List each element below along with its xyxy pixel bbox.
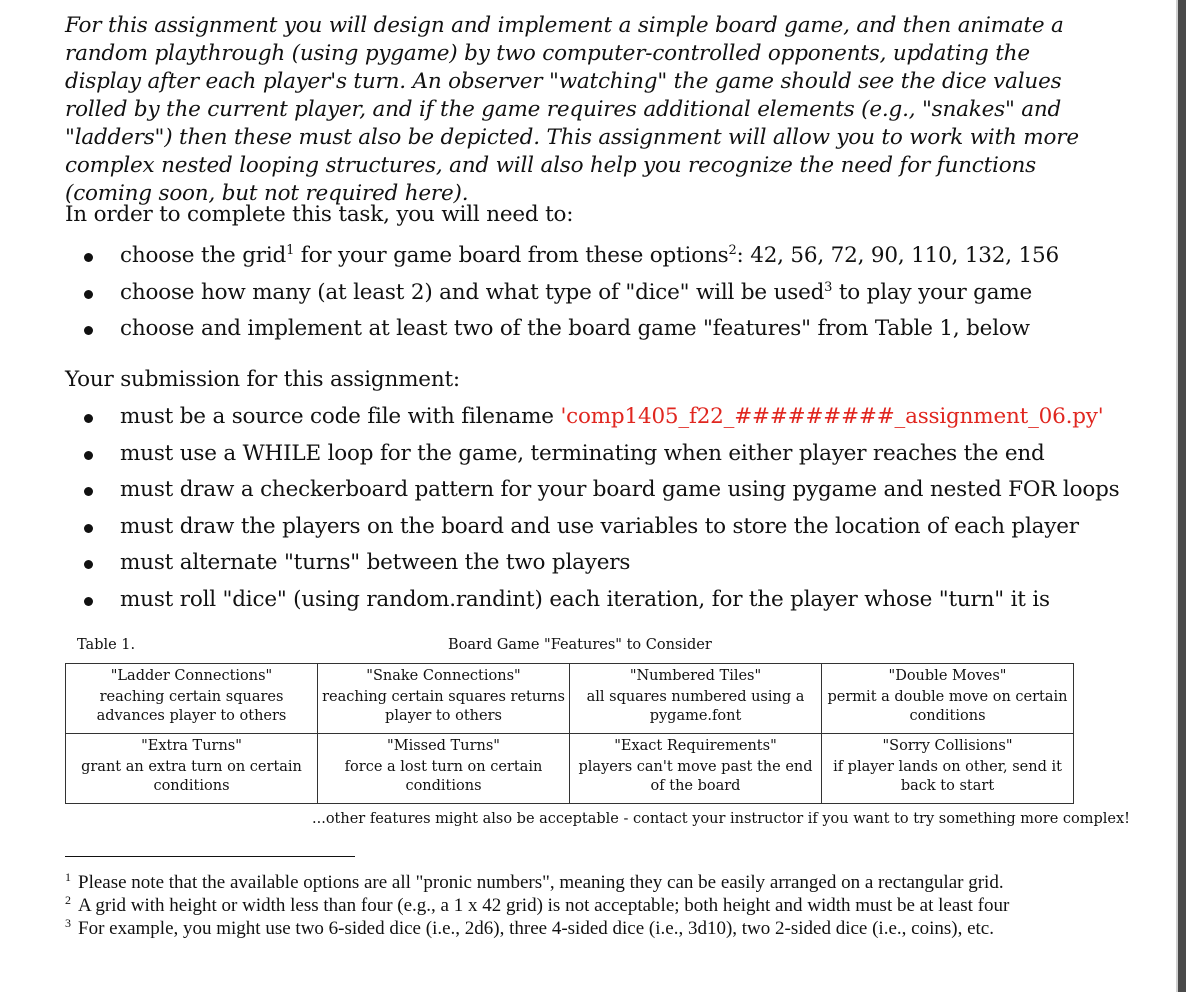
table-cell: "Extra Turns" grant an extra turn on certain conditions [66, 734, 318, 804]
list-item: choose and implement at least two of the board game "features" from Table 1, below [80, 311, 1059, 348]
bullet-icon [84, 487, 93, 496]
list-item: must be a source code file with filename 'comp1405_f22_#########_assignment_06.py' [80, 399, 1120, 436]
list-item: must draw a checkerboard pattern for your board game using pygame and nested FOR loops [80, 472, 1120, 509]
intro-paragraph: For this assignment you will design and implement a simple board game, and then animate a random playthrough (using pygame) by two computer-controlled opponents, updating the display after each player's turn. An observer "watching" the game should see the dice values rolled by the current player, and if the game requires additional elements (e.g., "snakes" and "ladders") then these must also be depicted. This assignment will allow you to work with more complex nested looping structures, and will also help you recognize the need for functions (coming soon, but not required here). [65, 13, 1079, 206]
table-row [66, 734, 1074, 804]
bullet-icon [84, 524, 93, 533]
bullet-icon [84, 597, 93, 606]
table-label: Table 1. [77, 637, 136, 653]
scrollbar-track[interactable] [1178, 0, 1186, 992]
features-table [65, 663, 1074, 804]
bullet-icon [84, 253, 93, 262]
table-cell: "Sorry Collisions" if player lands on other, send it back to start [822, 734, 1074, 804]
task-heading: In order to complete this task, you will need to: [65, 202, 574, 227]
bullet-icon [84, 326, 93, 335]
table-cell: "Numbered Tiles" all squares numbered using a pygame.font [570, 664, 822, 734]
footnote-2: 2 A grid with height or width less than four (e.g., a 1 x 42 grid) is not acceptable; both height and width must be at least four [65, 893, 1010, 916]
table-row [66, 664, 1074, 734]
bullet-icon [84, 451, 93, 460]
list-item: must use a WHILE loop for the game, terminating when either player reaches the end [80, 436, 1120, 473]
list-item: must draw the players on the board and use variables to store the location of each player [80, 509, 1120, 546]
list-item: must roll "dice" (using random.randint) each iteration, for the player whose "turn" it is [80, 582, 1120, 619]
footnote-ref-3: 3 [824, 279, 833, 295]
table-cell: "Exact Requirements" players can't move past the end of the board [570, 734, 822, 804]
bullet-icon [84, 414, 93, 423]
footnote-3: 3 For example, you might use two 6-sided dice (i.e., 2d6), three 4-sided dice (i.e., 3d10), two 2-sided dice (i.e., coins), etc. [65, 916, 994, 939]
table-cell: "Snake Connections" reaching certain squares returns player to others [318, 664, 570, 734]
table-cell: "Ladder Connections" reaching certain squares advances player to others [66, 664, 318, 734]
table-title: Board Game "Features" to Consider [448, 637, 712, 653]
footnote-divider [65, 856, 355, 857]
filename-text: 'comp1405_f22_#########_assignment_06.py' [560, 404, 1104, 429]
footnotes [65, 871, 1009, 940]
submission-heading: Your submission for this assignment: [65, 367, 460, 392]
table-note: ...other features might also be acceptable - contact your instructor if you want to try something more complex! [312, 811, 1131, 827]
submission-list [80, 399, 1120, 619]
bullet-icon [84, 560, 93, 569]
footnote-ref-1: 1 [286, 243, 295, 258]
task-list [80, 238, 1059, 348]
table-cell: "Double Moves" permit a double move on certain conditions [822, 664, 1074, 734]
table-cell: "Missed Turns" force a lost turn on certain conditions [318, 734, 570, 804]
list-item: must alternate "turns" between the two players [80, 545, 1120, 582]
footnote-1: 1 Please note that the available options are all "pronic numbers", meaning they can be easily arranged on a rectangular grid. [65, 870, 1004, 893]
bullet-icon [84, 290, 93, 299]
list-item: choose the grid$^1$ for your game board from these options$^2$: 42, 56, 72, 90, 110, 132, 156 [80, 238, 1059, 275]
footnote-ref-2: 2 [728, 243, 737, 258]
list-item: choose how many (at least 2) and what type of "dice" will be used$^3$ to play your game [80, 275, 1059, 312]
